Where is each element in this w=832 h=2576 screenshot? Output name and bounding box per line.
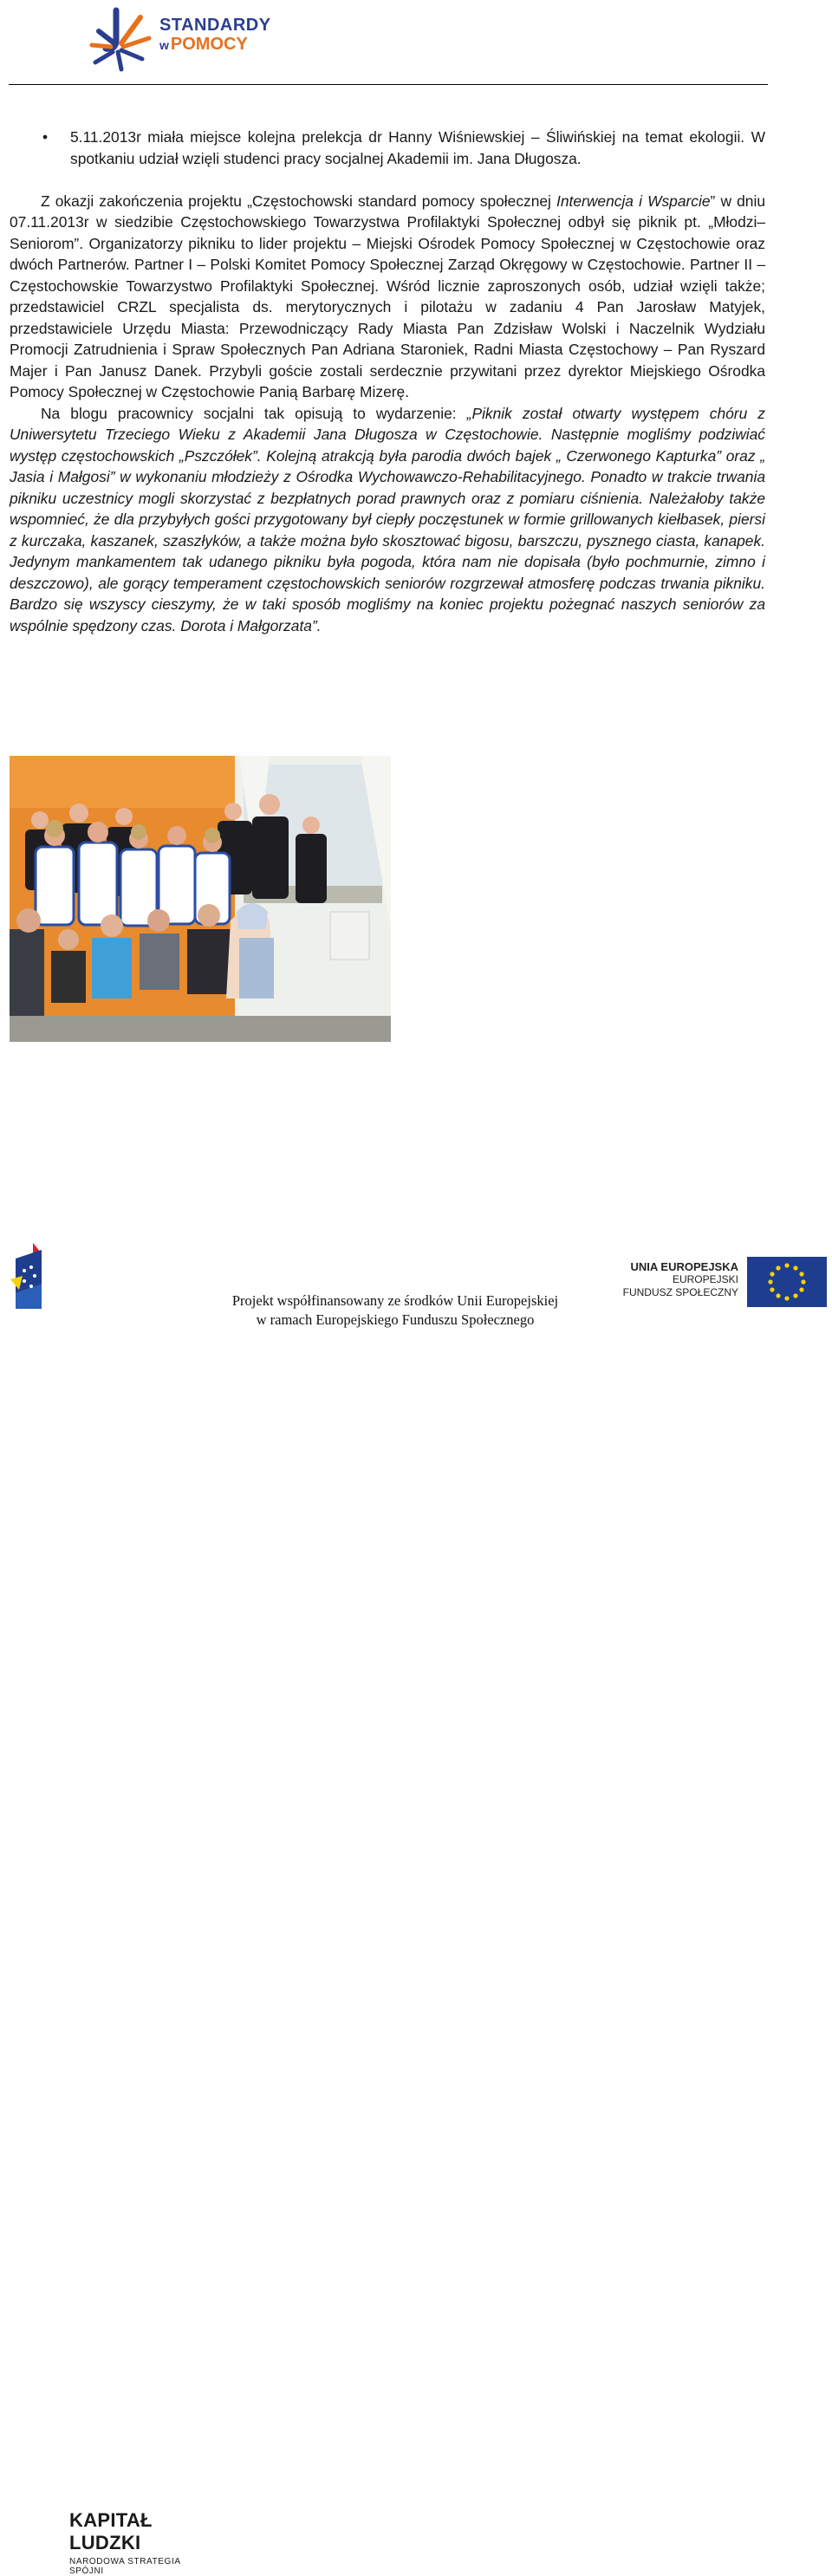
header-divider	[9, 84, 768, 85]
kapital-ludzki-text	[69, 2509, 206, 2576]
kapital-ludzki-logo	[7, 1241, 206, 2576]
event-photo	[10, 756, 391, 1042]
article-body	[10, 127, 765, 636]
eu-flag-icon	[747, 1257, 827, 1307]
standardy-logo	[87, 5, 277, 73]
standardy-logo-icon	[87, 5, 159, 73]
logo-w: w	[159, 38, 169, 52]
logo-pomocy: POMOCY	[170, 35, 248, 54]
logo-wordmark	[159, 16, 271, 55]
p1-rest: ” w dniu 07.11.2013r w siedzibie Częstochowskiego Towarzystwa Profilaktyki Społecznej odbył się piknik pt. „Młodzi–Seniorom”. Organizatorzy pikniku to lider projektu – Miejski Ośrodek Pomocy Społecznej w Częstochowie oraz dwóch Partnerów. Partner I – Polski Komitet Pomocy Społecznej Zarząd Okręgowy w Częstochowie. Partner II – Częstochowskie Towarzystwo Profilaktyki Społecznej. Wśród licznie zaproszonych osób, udział wzięli także; przedstawiciel CRZL specjalista ds. merytorycznych i pilotażu w zadaniu 4 Pan Jarosław Matyjek, przedstawiciele Urzędu Miasta: Przewodniczący Rady Miasta Pan Zdzisław Wolski i Naczelnik Wydziału Promocji Zatrudnienia i Spraw Społecznych Pan Adriana Staroniek, Radni Miasta Częstochowy – Pan Ryszard Majer i Pan Janusz Danek. Przybyli goście zostali serdecznie przywitani przez dyrektor Miejskiego Ośrodka Pomocy Społecznej w Częstochowie Panią Barbarę Mizerę.	[10, 192, 765, 400]
cofinancing-note	[213, 1291, 577, 1330]
kl-subtitle: NARODOWA STRATEGIA SPÓJNI	[69, 2557, 181, 2576]
logo-line2	[159, 35, 271, 55]
note-line1: Projekt współfinansowany ze środków Unii Europejskiej	[231, 1292, 559, 1309]
eu-line2: EUROPEJSKI	[672, 1273, 738, 1285]
p2-intro: Na blogu pracownicy socjalni tak opisują to wydarzenie:	[41, 404, 467, 422]
eu-line3: FUNDUSZ SPOŁECZNY	[622, 1286, 738, 1298]
eu-fund-text	[607, 1260, 738, 1299]
paragraph-blog	[10, 403, 765, 637]
bullet-dot: •	[42, 128, 49, 146]
kapital-ludzki-logo-icon	[7, 1241, 59, 1311]
kl-title: KAPITAŁ LUDZKI	[69, 2509, 153, 2553]
group-photo-illustration	[10, 756, 391, 1042]
bullet-text: 5.11.2013r miała miejsce kolejna prelekcja dr Hanny Wiśniewskiej – Śliwińskiej na temat ekologii. W spotkaniu udział wzięli studenci pracy socjalnej Akademii im. Jana Długosza.	[70, 128, 765, 167]
p1-start: Z okazji zakończenia projektu „Częstochowski standard pomocy społecznej	[41, 192, 557, 210]
p1-project-name: Interwencja i Wsparcie	[556, 192, 711, 210]
p2-quote: „Piknik został otwarty występem chóru z Uniwersytetu Trzeciego Wieku z Akademii Jana Długosza w Częstochowie. Następnie mogliśmy podziwiać występ częstochowskich „Pszczółek”. Kolejną atrakcją była parodia dwóch bajek „ Czerwonego Kapturka” oraz „ Jasia i Małgosi” w wykonaniu młodzieży z Ośrodka Wychowawczo-Rehabilitacyjnego. Ponadto w trakcie trwania pikniku uczestnicy mogli skorzystać z bezpłatnych porad prawnych oraz z pomiaru ciśnienia. Należałoby także wspomnieć, że dla przybyłych gości przygotowany był ciepły poczęstunek w formie grillowanych kiełbasek, piersi z kurczaka, kaszanek, szaszłyków, a także można było skosztować bigosu, barszczu, pysznego ciasta, kanapek. Jedynym mankamentem tak udanego pikniku była pogoda, która nam nie dopisała (było pochmurnie, zimno i deszczowo), ale gorący temperament częstochowskich seniorów rozgrzewał atmosferę podczas trwania pikniku. Bardzo się wszyscy cieszymy, że w taki sposób mogliśmy na koniec projektu pożegnać naszych seniorów za wspólnie spędzony czas. Dorota i Małgorzata”.	[10, 404, 765, 634]
bullet-paragraph	[10, 127, 765, 169]
paragraph-event	[10, 191, 765, 403]
note-line2: w ramach Europejskiego Funduszu Społecznego	[256, 1311, 535, 1328]
logo-line1: STANDARDY	[159, 16, 271, 35]
eu-line1: UNIA EUROPEJSKA	[630, 1260, 738, 1273]
